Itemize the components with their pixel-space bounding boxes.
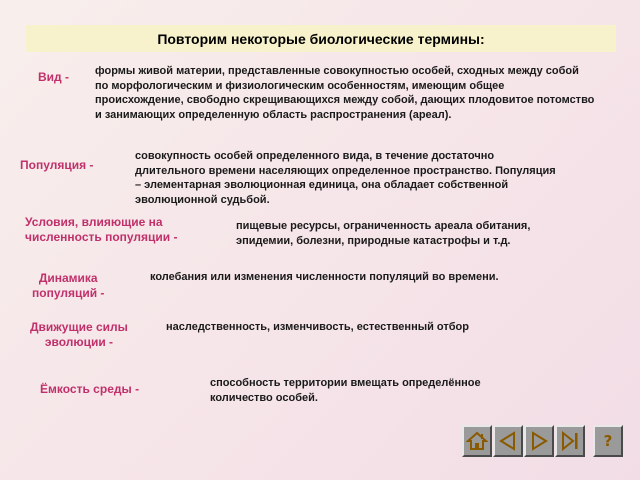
term-capacity	[40, 382, 139, 397]
term-capacity-label: Ёмкость среды -	[40, 382, 140, 396]
home-icon	[466, 431, 488, 451]
navigation-bar	[462, 425, 623, 457]
term-dynamics-line1: Динамика	[38, 271, 98, 285]
triangle-left-icon	[498, 431, 518, 451]
term-species	[38, 70, 69, 85]
next-button[interactable]	[524, 425, 554, 457]
info-button[interactable]	[593, 425, 623, 457]
term-population	[20, 158, 93, 173]
term-driving-forces	[30, 320, 128, 350]
home-button[interactable]	[462, 425, 492, 457]
previous-button[interactable]	[493, 425, 523, 457]
term-conditions	[25, 215, 178, 245]
term-species-label: Вид -	[38, 70, 69, 84]
info-icon: ?	[603, 432, 613, 450]
definition-driving-forces: наследственность, изменчивость, естественный отбор	[166, 321, 469, 333]
term-population-label: Популяция -	[20, 158, 94, 172]
definition-capacity: способность территории вмещать определённое количество особей.	[210, 377, 481, 404]
triangle-right-icon	[529, 431, 549, 451]
page-title: Повторим некоторые биологические термины:	[157, 30, 485, 47]
definition-population: совокупность особей определенного вида, в течение достаточно длительного времени населяющих определенное пространство. Популяция – элементарная эволюционная единица, она обладает собственной эволюционной судьбой.	[135, 150, 556, 206]
term-driving-forces-line2: эволюции -	[44, 335, 114, 349]
term-conditions-line2: численность популяции -	[25, 230, 178, 244]
term-dynamics	[32, 271, 104, 301]
nav-gap	[586, 425, 592, 457]
term-dynamics-line2: популяций -	[32, 286, 105, 300]
term-conditions-line1: Условия, влияющие на	[25, 215, 163, 229]
term-driving-forces-line1: Движущие силы	[30, 320, 128, 334]
definition-species: формы живой материи, представленные совокупностью особей, сходных между собой по морфологическим и физиологическим особенностям, имеющим общее происхождение, свободно скрещивающихся между собой, дающих плодовитое потомство и занимающих определенную область распространения (ареал).	[95, 65, 595, 121]
title-bar	[26, 25, 616, 52]
definition-conditions: пищевые ресурсы, ограниченность ареала обитания, эпидемии, болезни, природные катастрофы и т.д.	[236, 220, 531, 247]
definition-dynamics: колебания или изменения численности популяций во времени.	[150, 271, 499, 283]
last-slide-button[interactable]	[555, 425, 585, 457]
skip-to-end-icon	[560, 431, 580, 451]
